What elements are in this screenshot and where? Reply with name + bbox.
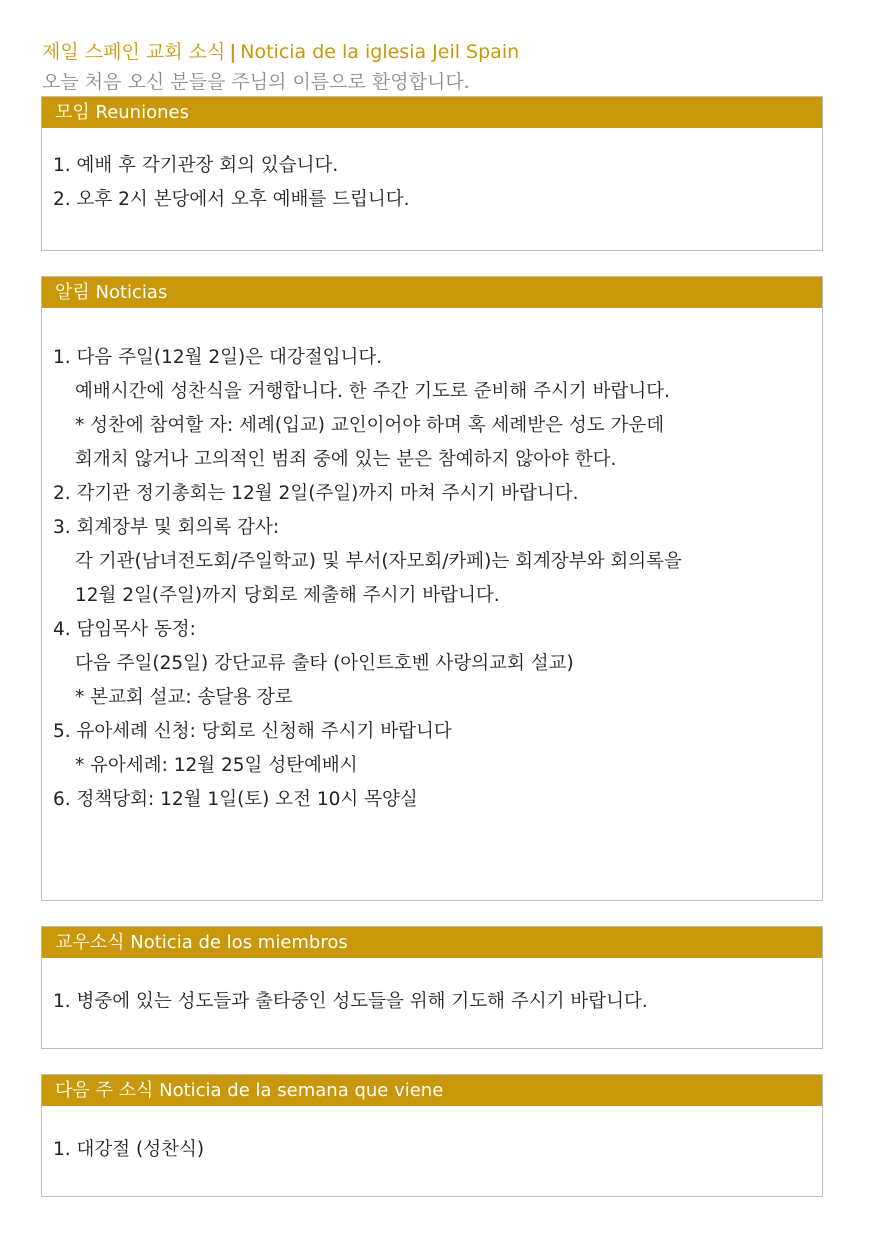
section-title: 알림 Noticias (42, 277, 822, 308)
section-body (42, 958, 822, 1019)
list-item: 1. 다음 주일(12월 2일)은 대강절입니다. (53, 347, 383, 368)
list-item: 5. 유아세례 신청: 당회로 신청해 주시기 바랍니다 (53, 721, 452, 742)
list-item: 다음 주일(25일) 강단교류 출타 (아인트호벤 사랑의교회 설교) (75, 653, 574, 674)
title-separator: | (229, 41, 237, 63)
list-item: 2. 오후 2시 본당에서 오후 예배를 드립니다. (53, 189, 410, 210)
list-item: * 본교회 설교: 송달용 장로 (75, 687, 293, 708)
section-title: 교우소식 Noticia de los miembros (42, 927, 822, 958)
list-item: 회개치 않거나 고의적인 범죄 중에 있는 분은 참예하지 않아야 한다. (75, 449, 617, 470)
list-item: 2. 각기관 정기총회는 12월 2일(주일)까지 마쳐 주시기 바랍니다. (53, 483, 579, 504)
section-semana (41, 1074, 823, 1197)
section-body (42, 308, 822, 817)
list-item: * 성찬에 참여할 자: 세례(입교) 교인이어야 하며 혹 세례받은 성도 가운데 (75, 415, 665, 436)
section-miembros (41, 926, 823, 1049)
section-title: 다음 주 소식 Noticia de la semana que viene (42, 1075, 822, 1106)
list-item: 1. 대강절 (성찬식) (53, 1139, 205, 1160)
welcome-subtitle: 오늘 처음 오신 분들을 주님의 이름으로 환영합니다. (42, 71, 470, 93)
list-item: 6. 정책당회: 12월 1일(토) 오전 10시 목양실 (53, 789, 418, 810)
list-item: 예배시간에 성찬식을 거행합니다. 한 주간 기도로 준비해 주시기 바랍니다. (75, 381, 670, 402)
section-body (42, 1106, 822, 1167)
list-item: 1. 예배 후 각기관장 회의 있습니다. (53, 155, 339, 176)
section-body (42, 128, 822, 217)
list-item: 4. 담임목사 동정: (53, 619, 196, 640)
title-korean: 제일 스페인 교회 소식 (42, 41, 226, 63)
list-item: 각 기관(남녀전도회/주일학교) 및 부서(자모회/카페)는 회계장부와 회의록을 (75, 551, 682, 572)
list-item: 12월 2일(주일)까지 당회로 제출해 주시기 바랍니다. (75, 585, 500, 606)
section-reuniones (41, 96, 823, 251)
section-noticias (41, 276, 823, 901)
list-item: 1. 병중에 있는 성도들과 출타중인 성도들을 위해 기도해 주시기 바랍니다. (53, 991, 648, 1012)
list-item: 3. 회계장부 및 회의록 감사: (53, 517, 280, 538)
page-title (42, 37, 519, 64)
section-title: 모임 Reuniones (42, 97, 822, 128)
title-spanish: Noticia de la iglesia Jeil Spain (240, 41, 520, 63)
list-item: * 유아세례: 12월 25일 성탄예배시 (75, 755, 358, 776)
